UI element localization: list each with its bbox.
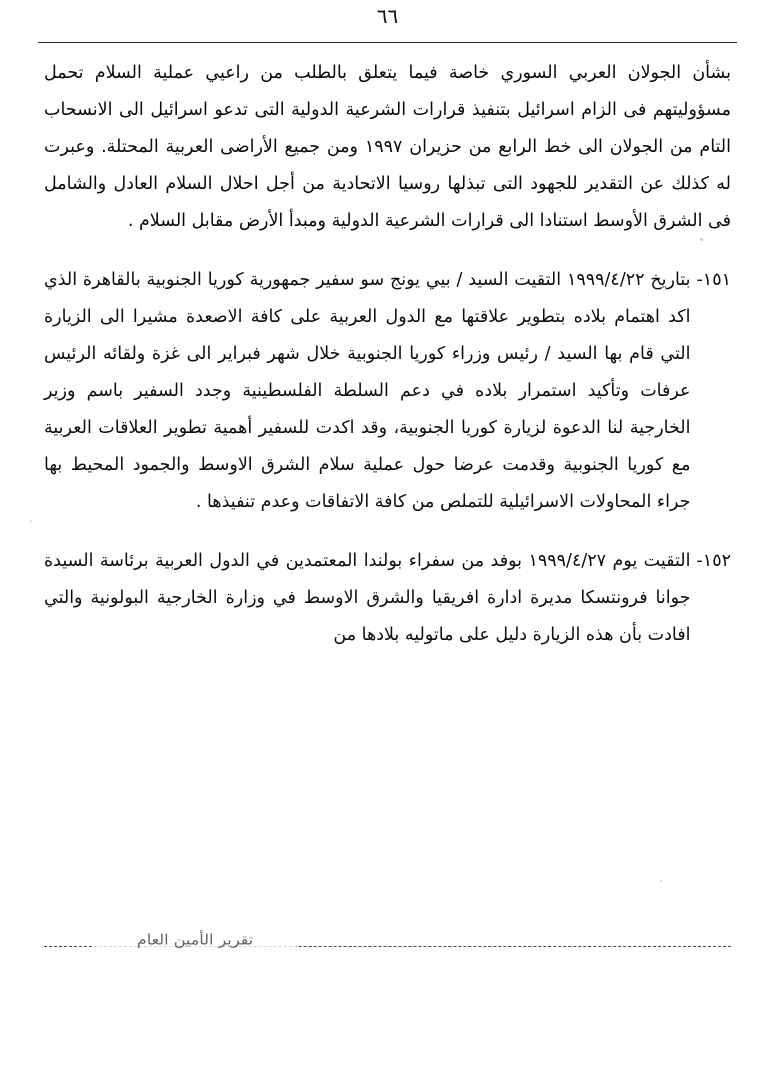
footer-mark: تقرير الأمين العام — [94, 931, 296, 948]
list-item-text: التقيت يوم ١٩٩٩/٤/٢٧ بوفد من سفراء بولندا المعتمدين في الدول العربية برئاسة السيدة جوانا فرونتسكا مديرة ادارة افريقيا والشرق الاوسط في وزارة الخارجية البولونية والتي افادت بأن هذه الزيارة دليل على ماتوليه بلادها من — [44, 551, 691, 645]
list-item-151 — [44, 262, 731, 521]
list-item-number: ١٥١- — [696, 270, 731, 290]
scan-speck — [30, 520, 32, 522]
list-item-152 — [44, 543, 731, 654]
document-body — [44, 55, 731, 940]
paragraph-golan: بشأن الجولان العربي السوري خاصة فيما يتعلق بالطلب من راعيي عملية السلام تحمل مسؤوليتهم فى الزام اسرائيل بتنفيذ قرارات الشرعية الدولية التى تدعو اسرائيل الى الانسحاب التام من الجولان الى خط الرابع من حزيران ١٩٩٧ ومن جميع الأراضى العربية المحتلة. وعبرت له كذلك عن التقدير للجهود التى تبذلها روسيا الاتحادية من أجل احلال السلام العادل والشامل فى الشرق الأوسط استنادا الى قرارات الشرعية الدولية ومبدأ الأرض مقابل السلام . — [44, 63, 731, 231]
page-footer — [44, 932, 731, 972]
scan-speck — [700, 238, 703, 241]
list-item-text: بتاريخ ١٩٩٩/٤/٢٢ التقيت السيد / بيي يونج سو سفير جمهورية كوريا الجنوبية بالقاهرة الذي اكد اهتمام بلاده بتطوير علاقتها مع الدول العربية على كافة الاصعدة مشيرا الى الزيارة التي قام بها السيد / رئيس وزراء كوريا الجنوبية خلال شهر فبراير الى غزة ولقائه الرئيس عرفات وتأكيد استمرار بلاده في دعم السلطة الفلسطينية وجدد السفير باسم وزير الخارجية لنا الدعوة لزيارة كوريا الجنوبية، وقد اكدت للسفير أهمية تطوير العلاقات العربية مع كوريا الجنوبية وقدمت عرضا حول عملية سلام الشرق الاوسط والجمود المحيط بها جراء المحاولات الاسرائيلية للتملص من كافة الاتفاقات وعدم تنفيذها . — [44, 270, 691, 512]
header-divider — [38, 42, 737, 43]
scan-speck — [660, 880, 662, 882]
list-item-number: ١٥٢- — [696, 551, 731, 571]
page-number: ٦٦ — [376, 4, 399, 28]
